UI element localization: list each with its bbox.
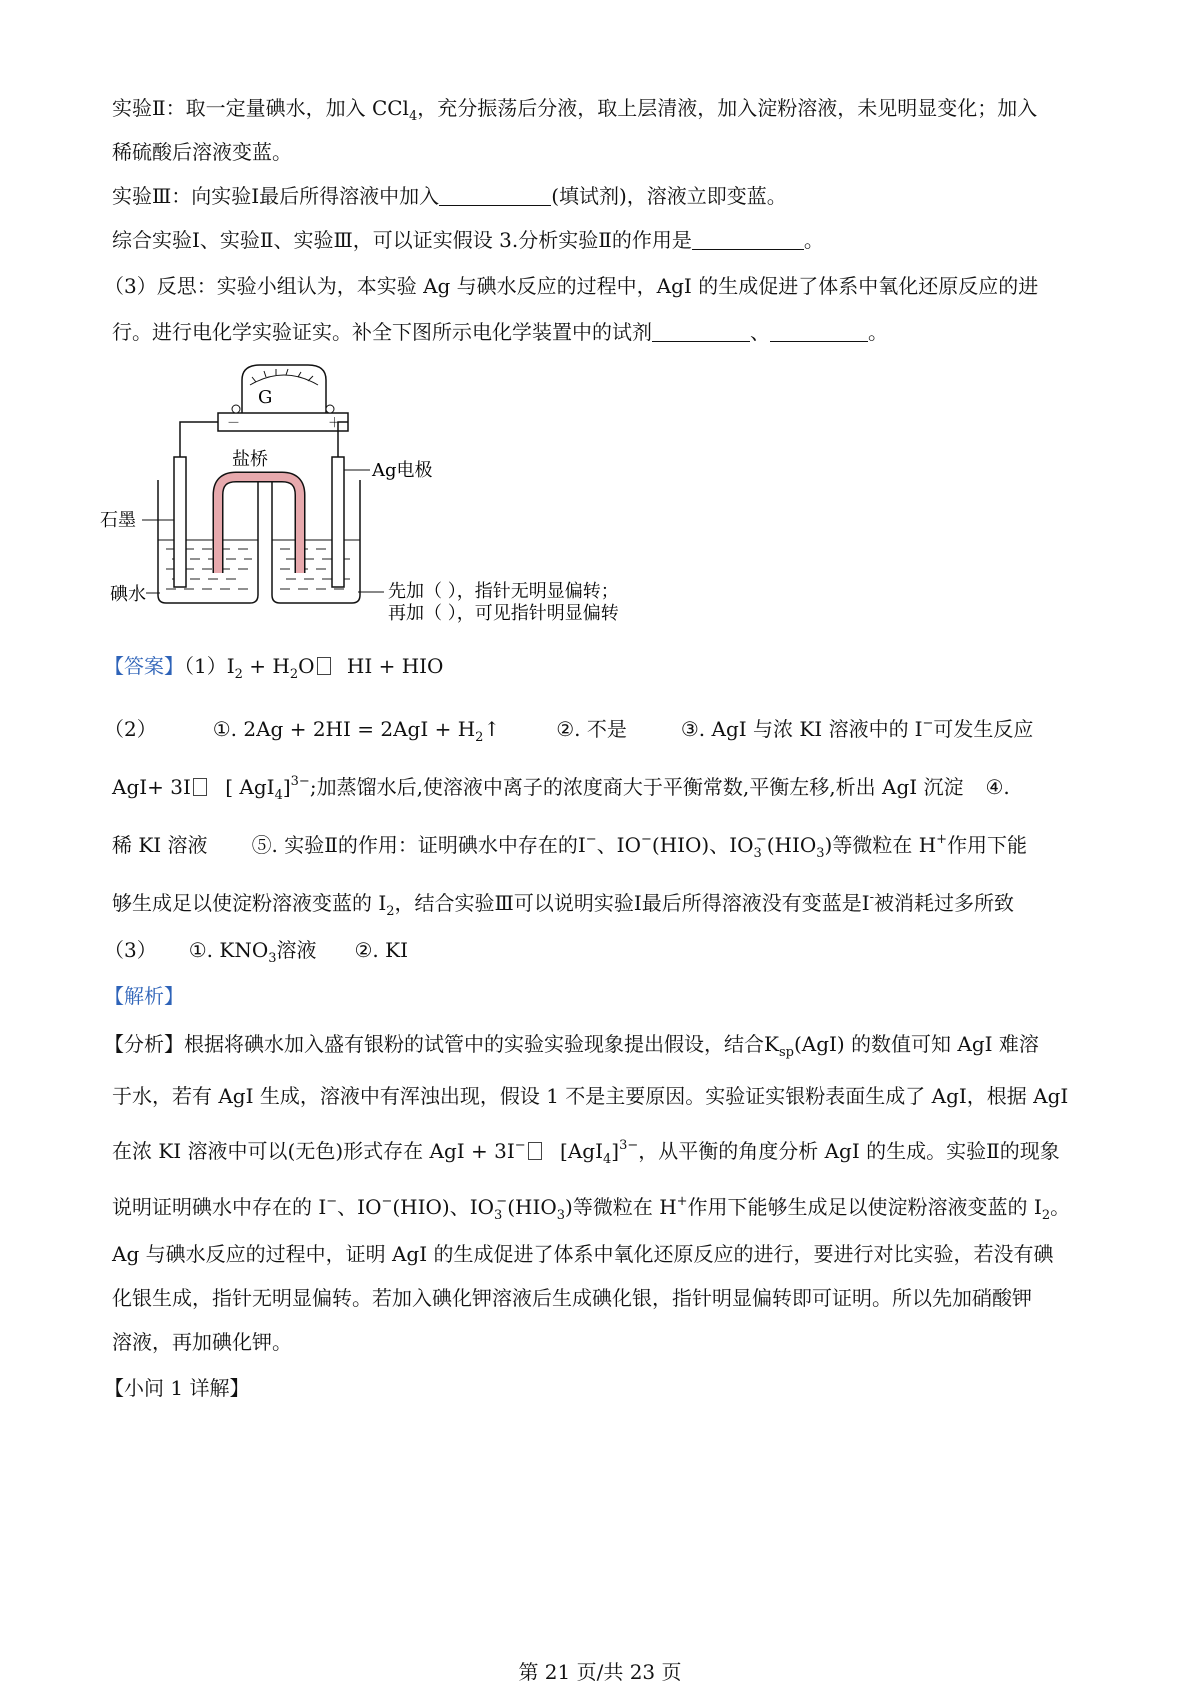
sub-question-heading: 【小问 1 详解】 [104,1376,250,1400]
answer-q2-3-end: 可发生反应 [933,717,1034,741]
equilibrium-glyph-3 [528,1142,542,1160]
analysis-p4-e: )等微粒在 H [565,1195,677,1219]
q3-line2-end: 。 [868,320,888,344]
answer-q3-1-end: 溶液 [276,938,317,962]
analysis-p1 [104,1030,1039,1067]
exp2-text-b: ，充分振荡后分液，取上层清液，加入淀粉溶液，未见明显变化；加入 [417,96,1038,120]
analysis-p3: 在浓 KI 溶液中可以(无色)形式存在 AgI + 3I− $[AgI_4]^{3-}$，从平衡的角度分析 AgI 的生成。实验Ⅱ的现象 [112,1138,1060,1167]
analysis-p5: Ag 与碘水反应的过程中，证明 AgI 的生成促进了体系中氧化还原反应的进行，要进行对比实验，若没有碘 [112,1242,1054,1266]
plus-terminal: ＋ [328,416,342,431]
answer-q2-4-marker: ④. [985,775,1010,799]
exp3-blank[interactable] [439,185,551,206]
analysis-p1-end: (AgI) 的数值可知 AgI 难溶 [793,1032,1039,1056]
answer-q2-prefix: （2） [104,717,157,741]
analysis-p4-c: (HIO)、IO [392,1195,495,1219]
analysis-p6: 化银生成，指针无明显偏转。若加入碘化钾溶液后生成碘化银，指针明显偏转即可证明。所以先加硝酸钾 [112,1286,1032,1310]
q3-line1: （3）反思：实验小组认为，本实验 Ag 与碘水反应的过程中，AgI 的生成促进了体系中氧化还原反应的进 [104,274,1039,298]
ksp: K [764,1032,779,1056]
equilibrium-glyph-2 [193,778,207,796]
analysis-p7: 溶液，再加碘化钾。 [112,1330,292,1354]
left-beaker [158,480,258,603]
answer-q3 [104,936,408,973]
answer-q2-line4-b: ，结合实验Ⅲ可以说明实验Ⅰ最后所得溶液没有变蓝是Ⅰ [394,891,870,915]
minus-terminal: － [227,416,241,431]
ccl4-subscript: 4 [408,109,418,124]
analysis-p4-f: 作用下能够生成足以使淀粉溶液变蓝的 I [687,1195,1042,1219]
q3-line2 [112,318,888,346]
q3-blank-1[interactable] [652,321,750,342]
analysis-p4-b: 、IO [337,1195,382,1219]
q3-separator: 、 [750,320,770,344]
hio-io3: (HIO)、IO [651,833,754,857]
combine-blank[interactable] [692,229,804,250]
analysis-p4-g: 。 [1050,1195,1071,1219]
exp2-text-a: 实验Ⅱ：取一定量碘水，加入 CCl [112,96,409,120]
answer-q2-2: ②. 不是 [556,717,627,741]
hio3: (HIO [766,833,817,857]
first-add-label: 先加（ ），指针无明显偏转； [388,581,619,602]
galvanometer [218,365,348,431]
bracket-close: ] [611,1139,620,1163]
answer-q3-1: ①. KNO [188,938,269,962]
complex-charge: 3− [290,774,310,789]
equilibrium-glyph [317,657,331,675]
combine-end: 。 [803,228,824,252]
analysis-p4: 说明证明碘水中存在的 I−、IO−(HIO)、$IO_3^-(HIO_3)$等微粒在 H+作用下能够生成足以使淀粉溶液变蓝的 $I_2$。 [112,1194,1071,1223]
answer-q2-3: ③. AgI 与浓 KI 溶液中的 [680,717,909,741]
exp2-line1 [112,94,1037,131]
analysis-p2: 于水，若有 AgI 生成，溶液中有浑浊出现，假设 1 不是主要原因。实验证实银粉表面生成了 AgI，根据 AgI [112,1084,1069,1108]
ag-electrode-label: Ag电极 [372,460,433,481]
graphite-electrode [174,457,186,587]
analysis-p1-text: 【分析】根据将碘水加入盛有银粉的试管中的实验实验现象提出假设，结合 [104,1032,764,1056]
answer-label: 【答案】 [104,654,184,678]
right-beaker [272,480,360,603]
combine-text: 综合实验Ⅰ、实验Ⅱ、实验Ⅲ，可以证实假设 3.分析实验Ⅱ的作用是 [112,228,692,252]
io-ion: 、IO [596,833,641,857]
answer-q1-prefix: （1） [184,654,227,678]
gas-arrow: ↑ [483,717,501,741]
galvanometer-label: G [258,387,273,408]
answer-q1: 【答案】$(1)I_2 + H_2O$ HI + HIO [104,654,444,682]
salt-bridge-label: 盐桥 [232,449,268,470]
complex-eq-left: AgI+ 3I [112,775,191,799]
electrochem-diagram [100,355,760,645]
exp3-line [112,182,787,210]
graphite-label: 石墨 [100,510,136,531]
answer-q2-line3: 稀 KI 溶液 ⑤. 实验Ⅱ的作用：证明碘水中存在的I−、IO−(HIO)、$IO_3^-(HIO_3)$等微粒在 H+作用下能 [112,832,1028,861]
exp3-text-a: 实验Ⅲ：向实验Ⅰ最后所得溶液中加入 [112,184,440,208]
kno3-subscript: 3 [268,951,277,966]
answer-q2-line1: （2） ①. $2Ag + 2HI = 2AgI + H_2↑$ ②. 不是 ③. AgI 与浓 KI 溶液中的 I−可发生反应 [104,716,1034,745]
eq-o: O [298,654,315,678]
eq-i2: I [226,654,235,678]
complex-eq-right: [ AgI [225,775,275,799]
analysis-p3-complex: [AgI [560,1139,603,1163]
answer-q2-line4-c: 被消耗过多所致 [874,891,1015,915]
answer-q2-5-end: 作用下能 [947,833,1028,857]
analysis-p3-end: ，从平衡的角度分析 AgI 的生成。实验Ⅱ的现象 [638,1139,1060,1163]
analysis-p3-a: 在浓 KI 溶液中可以(无色)形式存在 AgI + 3I [112,1139,515,1163]
q3-line2-text: 行。进行电化学实验证实。补全下图所示电化学装置中的试剂 [112,320,652,344]
iodine-water-label: 碘水 [110,584,146,605]
then-add-label: 再加（ ），可见指针明显偏转 [388,603,619,624]
ag-electrode [332,457,344,587]
complex-explanation: ;加蒸馏水后,使溶液中离子的浓度商大于平衡常数,平衡左移,析出 AgI 沉淀 [309,775,964,799]
analysis-p4-d: (HIO [507,1195,557,1219]
answer-q3-prefix: （3） [104,938,157,962]
page-footer: 第 21 页/共 23 页 [518,1660,682,1684]
h-plus: )等微粒在 H [824,833,937,857]
eq-products: HI + HIO [346,654,444,678]
answer-q2-line2: AgI+ 3I [ AgI$_4$]$^{3-}$;加蒸馏水后,使溶液中离子的浓度商大于平衡常数,平衡左移,析出 AgI 沉淀 ④. [112,774,1010,803]
answer-q2-5: ⑤. 实验Ⅱ的作用：证明碘水中存在的 [251,833,578,857]
analysis-p4-a: 说明证明碘水中存在的 I [112,1195,327,1219]
answer-q2-line4-a: 够生成足以使淀粉溶液变蓝的 I [112,891,387,915]
answer-q3-2: ②. KI [354,938,408,962]
answer-q2-1: ①. 2Ag + 2HI = 2AgI + H [212,717,476,741]
combine-line [112,226,824,254]
eq-plus-h: + H [249,654,290,678]
wire-left [180,422,218,457]
ksp-subscript: sp [778,1045,794,1060]
answer-q2-line4: 够生成足以使淀粉溶液变蓝的 $I_2$，结合实验Ⅲ可以说明实验Ⅰ最后所得溶液没有变蓝是Ⅰ-被消耗过多所致 [112,890,1015,919]
analysis-label: 【解析】 [104,984,184,1008]
iodide-ion: I [914,717,923,741]
answer-q2-4-value: 稀 KI 溶液 [112,833,208,857]
exp2-line2: 稀硫酸后溶液变蓝。 [112,140,292,164]
exp3-text-b: (填试剂)，溶液立即变蓝。 [551,184,787,208]
q3-blank-2[interactable] [770,321,868,342]
